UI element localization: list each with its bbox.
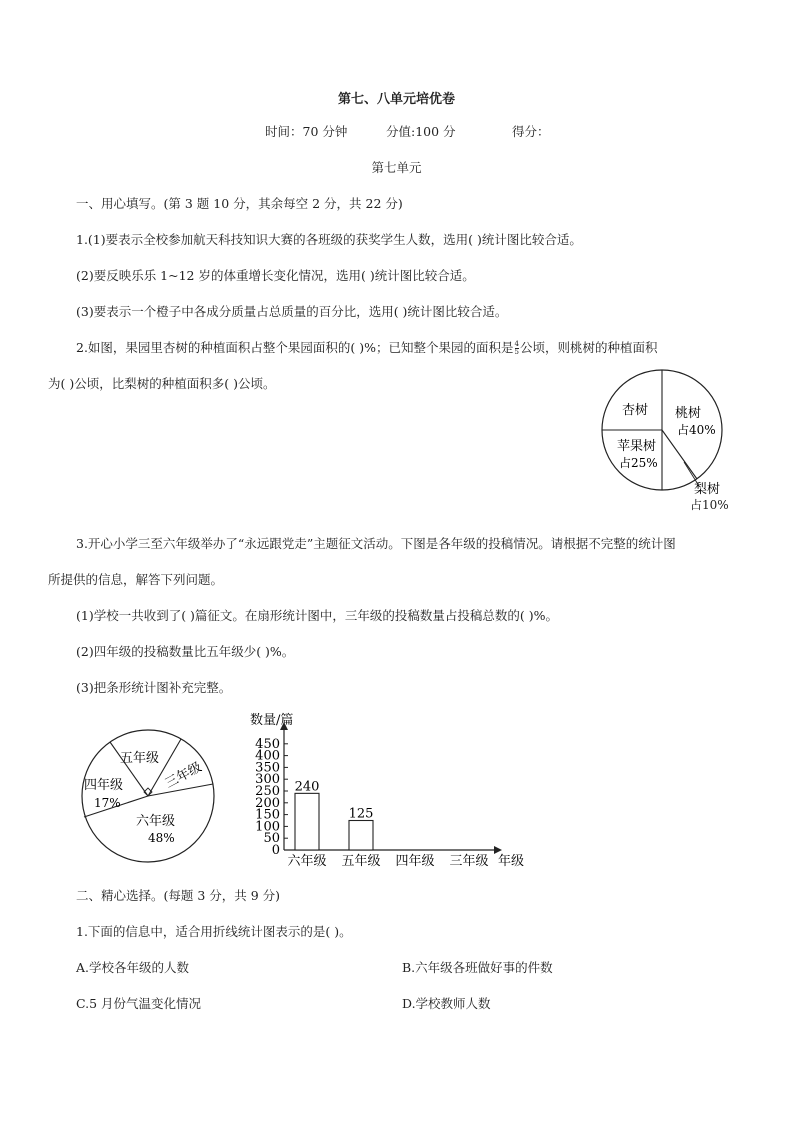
question-1-1: 1.(1)要表示全校参加航天科技知识大赛的各班级的获奖学生人数，选用( )统计图比较合适。 (76, 232, 582, 247)
question-2-line2: 为( )公顷，比梨树的种植面积多( )公顷。 (48, 376, 276, 391)
y-axis-label: 数量/篇 (250, 713, 294, 728)
x-category-label: 六年级 (287, 854, 327, 869)
y-tick-label: 0 (271, 843, 280, 858)
question-3-2: (2)四年级的投稿数量比五年级少( )%。 (76, 644, 295, 659)
option-b: B.六年级各班做好事的件数 (402, 960, 553, 975)
question-2-1: 1.下面的信息中，适合用折线统计图表示的是( )。 (76, 924, 352, 939)
label-pear: 梨树 (694, 482, 721, 497)
fraction-denominator: 5 (514, 348, 520, 356)
option-a: A.学校各年级的人数 (76, 960, 190, 975)
label-apricot: 杏树 (622, 403, 649, 418)
option-c: C.5 月份气温变化情况 (76, 996, 202, 1011)
y-tick-label: 200 (255, 795, 280, 811)
x-category-label: 五年级 (341, 854, 381, 869)
bar (295, 793, 319, 850)
unit-title: 第七单元 (371, 160, 422, 175)
bar (349, 821, 373, 851)
label-grade6: 六年级 (136, 814, 176, 829)
section2-heading: 二、精心选择。(每题 3 分，共 9 分) (76, 888, 281, 903)
label-apple-pct: 占25% (619, 456, 658, 470)
bar-data-label: 240 (294, 779, 320, 795)
orchard-pie-chart (598, 366, 728, 500)
label-peach: 桃树 (675, 406, 702, 421)
question-2-text-b: 公顷，则桃树的种植面积 (520, 340, 658, 355)
y-tick-label: 50 (263, 831, 280, 847)
x-category-label: 三年级 (449, 854, 489, 869)
label-grade4: 四年级 (84, 778, 124, 793)
x-axis-label: 年级 (498, 854, 525, 869)
y-tick-label: 450 (255, 736, 280, 752)
bar-data-label: 125 (348, 806, 374, 822)
label-pear-pct: 占10% (690, 498, 729, 512)
question-3-3: (3)把条形统计图补充完整。 (76, 680, 232, 695)
y-tick-label: 350 (255, 760, 280, 776)
y-tick-label: 400 (255, 748, 280, 764)
question-3-line2: 所提供的信息，解答下列问题。 (48, 572, 224, 587)
question-2-text-a: 2.如图，果园里杏树的种植面积占整个果园面积的( )%；已知整个果园的面积是 (76, 340, 514, 355)
label-apple: 苹果树 (617, 439, 657, 454)
question-2-line1 (76, 338, 658, 356)
question-3-line1: 3.开心小学三至六年级举办了“永远跟党走”主题征文活动。下图是各年级的投稿情况。请根据不完整的统计图 (76, 536, 676, 551)
score-got: 得分： (512, 124, 550, 139)
grade-pie-chart (78, 726, 220, 868)
label-peach-pct: 占40% (677, 423, 716, 437)
time-info: 时间：70 分钟 (265, 124, 348, 139)
label-grade4-pct: 17% (94, 796, 121, 810)
x-category-label: 四年级 (395, 854, 435, 869)
option-d: D.学校教师人数 (402, 996, 491, 1011)
grade-bar-chart (240, 706, 540, 872)
question-1-2: (2)要反映乐乐 1~12 岁的体重增长变化情况，选用( )统计图比较合适。 (76, 268, 475, 283)
question-1-3: (3)要表示一个橙子中各成分质量占总质量的百分比，选用( )统计图比较合适。 (76, 304, 508, 319)
fraction-numerator: 4 (514, 340, 520, 348)
y-tick-label: 250 (255, 784, 280, 799)
label-grade3: 三年级 (162, 759, 205, 792)
label-grade6-pct: 48% (148, 831, 175, 845)
question-3-1: (1)学校一共收到了( )篇征文。在扇形统计图中，三年级的投稿数量占投稿总数的( )%。 (76, 608, 559, 623)
label-grade5: 五年级 (120, 751, 160, 766)
fraction (515, 341, 519, 356)
y-tick-label: 100 (255, 819, 280, 835)
section1-heading: 一、用心填写。(第 3 题 10 分，其余每空 2 分，共 22 分) (76, 196, 403, 211)
y-tick-label: 150 (255, 807, 280, 823)
orchard-pie-divider (662, 430, 697, 479)
score-total: 分值:100 分 (386, 124, 456, 139)
y-tick-label: 300 (255, 772, 280, 788)
page-title: 第七、八单元培优卷 (337, 92, 455, 107)
